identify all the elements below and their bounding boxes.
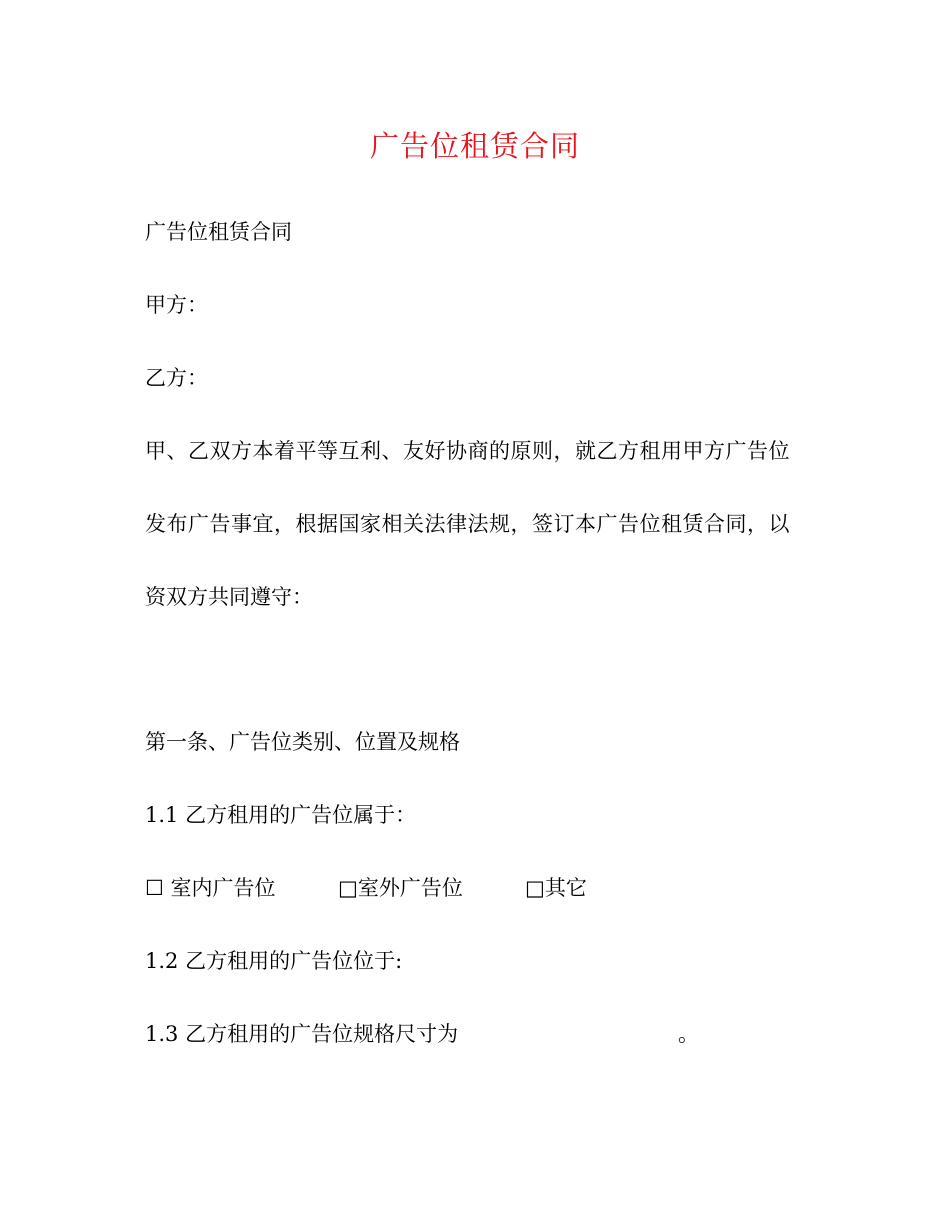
party-a-label: 甲方： bbox=[145, 293, 208, 317]
document-title: 广告位租赁合同 bbox=[369, 129, 580, 163]
option-indoor-checkbox[interactable]: ☐ 室内广告位 bbox=[145, 876, 276, 900]
intro-paragraph-line-2: 发布广告事宜，根据国家相关法律法规，签订本广告位租赁合同，以 bbox=[145, 512, 790, 536]
document-subtitle: 广告位租赁合同 bbox=[145, 220, 292, 244]
article-1-heading: 第一条、广告位类别、位置及规格 bbox=[145, 730, 460, 754]
clause-1-2: 1.2 乙方租用的广告位位于: bbox=[145, 949, 403, 973]
option-outdoor-checkbox[interactable]: □室外广告位 bbox=[338, 876, 463, 900]
intro-paragraph-line-3: 资双方共同遵守： bbox=[145, 585, 313, 609]
intro-paragraph-line-1: 甲、乙双方本着平等互利、友好协商的原则，就乙方租用甲方广告位 bbox=[145, 439, 790, 463]
party-b-label: 乙方： bbox=[145, 366, 208, 390]
clause-1-3: 1.3 乙方租用的广告位规格尺寸为 bbox=[145, 1022, 459, 1046]
option-other-checkbox[interactable]: □其它 bbox=[525, 876, 587, 900]
clause-1-1: 1.1 乙方租用的广告位属于： bbox=[145, 803, 417, 827]
clause-1-3-end-mark: 。 bbox=[678, 1022, 699, 1046]
